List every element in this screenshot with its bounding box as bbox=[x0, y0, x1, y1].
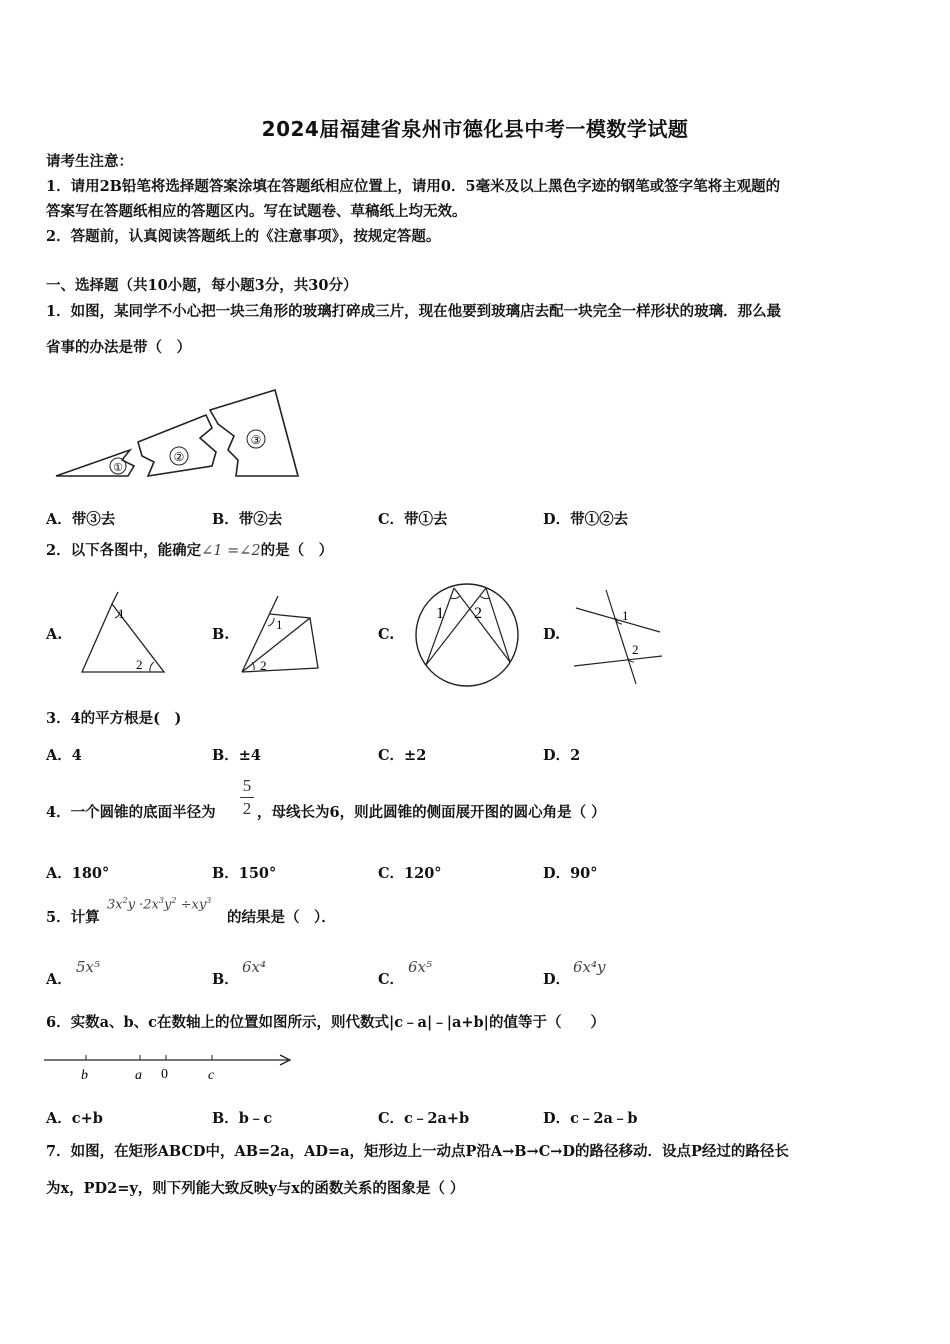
q2-option-b[interactable]: B. bbox=[212, 626, 230, 643]
section-heading: 一、选择题（共10小题，每小题3分，共30分） bbox=[46, 277, 358, 294]
q2-stem-math: ∠1 =∠2 bbox=[201, 543, 261, 559]
axis-label-c: c bbox=[208, 1068, 215, 1083]
q2a-label-1: 1 bbox=[118, 606, 125, 621]
q2-figure-c bbox=[414, 580, 524, 690]
q1-option-b[interactable]: B．带②去 bbox=[212, 511, 283, 528]
q1-option-c[interactable]: C．带①去 bbox=[378, 511, 448, 528]
q2-option-d[interactable]: D. bbox=[543, 626, 561, 643]
notice-item-1-line-1: 1．请用2B铅笔将选择题答案涂填在答题纸相应位置上，请用0．5毫米及以上黑色字迹的钢笔或签字笔将主观题的 bbox=[46, 178, 781, 195]
q6-number-line bbox=[44, 1048, 294, 1084]
q3-stem: 3．4的平方根是( ) bbox=[46, 710, 182, 727]
q1-option-a[interactable]: A．带③去 bbox=[46, 511, 116, 528]
q1-broken-glass-figure bbox=[40, 380, 310, 480]
q3-option-c[interactable]: C．±2 bbox=[378, 747, 427, 764]
q2d-label-1: 1 bbox=[622, 608, 629, 623]
q7-stem-line-2: 为x，PD2=y，则下列能大致反映y与x的函数关系的图象是（ ） bbox=[46, 1180, 465, 1197]
q2b-label-1: 1 bbox=[276, 617, 283, 632]
axis-label-b: b bbox=[81, 1068, 88, 1083]
notice-item-2: 2．答题前，认真阅读答题纸上的《注意事项》，按规定答题。 bbox=[46, 228, 441, 245]
glass-label-2: ② bbox=[173, 450, 185, 464]
q4-option-b[interactable]: B．150° bbox=[212, 865, 277, 882]
q2b-label-2: 2 bbox=[260, 658, 267, 673]
notice-item-1-line-2: 答案写在答题纸相应的答题区内。写在试题卷、草稿纸上均无效。 bbox=[46, 203, 467, 220]
q7-stem-line-1: 7．如图，在矩形ABCD中，AB=2a，AD=a，矩形边上一动点P沿A→B→C→D的路径移动．设点P经过的路径长 bbox=[46, 1143, 789, 1160]
glass-label-3: ③ bbox=[250, 433, 262, 447]
q3-option-b[interactable]: B．±4 bbox=[212, 747, 261, 764]
q1-option-d[interactable]: D．带①②去 bbox=[543, 511, 629, 528]
q2-option-a[interactable]: A. bbox=[46, 626, 63, 643]
q5-answer-d: 6x⁴y bbox=[573, 958, 606, 976]
q2-figure-a bbox=[78, 592, 168, 682]
q2-figure-d bbox=[570, 588, 666, 686]
q4-stem-pre: 4．一个圆锥的底面半径为 bbox=[46, 804, 216, 821]
q4-option-d[interactable]: D．90° bbox=[543, 865, 598, 882]
q5-option-a[interactable]: A． bbox=[46, 971, 72, 988]
q3-option-a[interactable]: A．4 bbox=[46, 747, 82, 764]
q4-fraction bbox=[240, 776, 254, 819]
q4-frac-denominator: 2 bbox=[242, 799, 252, 818]
q2-stem-post: 的是（ ） bbox=[260, 542, 334, 559]
q2c-label-1: 1 bbox=[436, 605, 444, 622]
q5-expression: $3x^2y \cdot 2x^3y^2 \div xy^3$ bbox=[107, 896, 212, 913]
q2-figure-b bbox=[240, 592, 330, 682]
q4-frac-numerator: 5 bbox=[242, 776, 252, 795]
q2-option-c[interactable]: C. bbox=[378, 626, 395, 643]
q6-option-a[interactable]: A．c+b bbox=[46, 1110, 103, 1127]
glass-label-1: ① bbox=[113, 461, 123, 474]
q2d-label-2: 2 bbox=[632, 642, 639, 657]
q5-stem-pre: 5．计算 bbox=[46, 909, 100, 926]
q5-answer-b: 6x⁴ bbox=[242, 958, 267, 976]
q6-stem: 6．实数a、b、c在数轴上的位置如图所示，则代数式|c﹣a|﹣|a+b|的值等于（ ） bbox=[46, 1014, 605, 1031]
q2c-label-2: 2 bbox=[474, 605, 482, 622]
q6-option-b[interactable]: B．b﹣c bbox=[212, 1110, 273, 1127]
page-title: 2024届福建省泉州市德化县中考一模数学试题 bbox=[261, 117, 689, 141]
q5-option-b[interactable]: B． bbox=[212, 971, 239, 988]
q4-option-a[interactable]: A．180° bbox=[46, 865, 110, 882]
q5-answer-a: 5x⁵ bbox=[76, 958, 101, 976]
axis-label-zero: 0 bbox=[161, 1067, 168, 1082]
q5-option-c[interactable]: C． bbox=[378, 971, 405, 988]
q4-option-c[interactable]: C．120° bbox=[378, 865, 442, 882]
axis-label-a: a bbox=[135, 1068, 142, 1083]
q3-option-d[interactable]: D．2 bbox=[543, 747, 581, 764]
q2-stem-pre: 2．以下各图中，能确定 bbox=[46, 542, 202, 559]
q1-stem-line-1: 1．如图，某同学不小心把一块三角形的玻璃打碎成三片，现在他要到玻璃店去配一块完全一样形状的玻璃．那么最 bbox=[46, 303, 782, 320]
q5-option-d[interactable]: D． bbox=[543, 971, 571, 988]
q5-answer-c: 6x⁵ bbox=[408, 958, 433, 976]
q6-option-d[interactable]: D．c﹣2a﹣b bbox=[543, 1110, 638, 1127]
q2a-label-2: 2 bbox=[136, 657, 143, 672]
notice-heading: 请考生注意： bbox=[46, 153, 133, 170]
glass-piece-2 bbox=[138, 415, 216, 476]
q1-stem-line-2: 省事的办法是带（ ） bbox=[46, 339, 191, 356]
q6-option-c[interactable]: C．c﹣2a+b bbox=[378, 1110, 470, 1127]
q2-stem bbox=[46, 541, 333, 561]
q4-stem-post: ，母线长为6，则此圆锥的侧面展开图的圆心角是（ ） bbox=[257, 804, 606, 821]
q5-stem-post: 的结果是（ ）． bbox=[227, 909, 336, 926]
